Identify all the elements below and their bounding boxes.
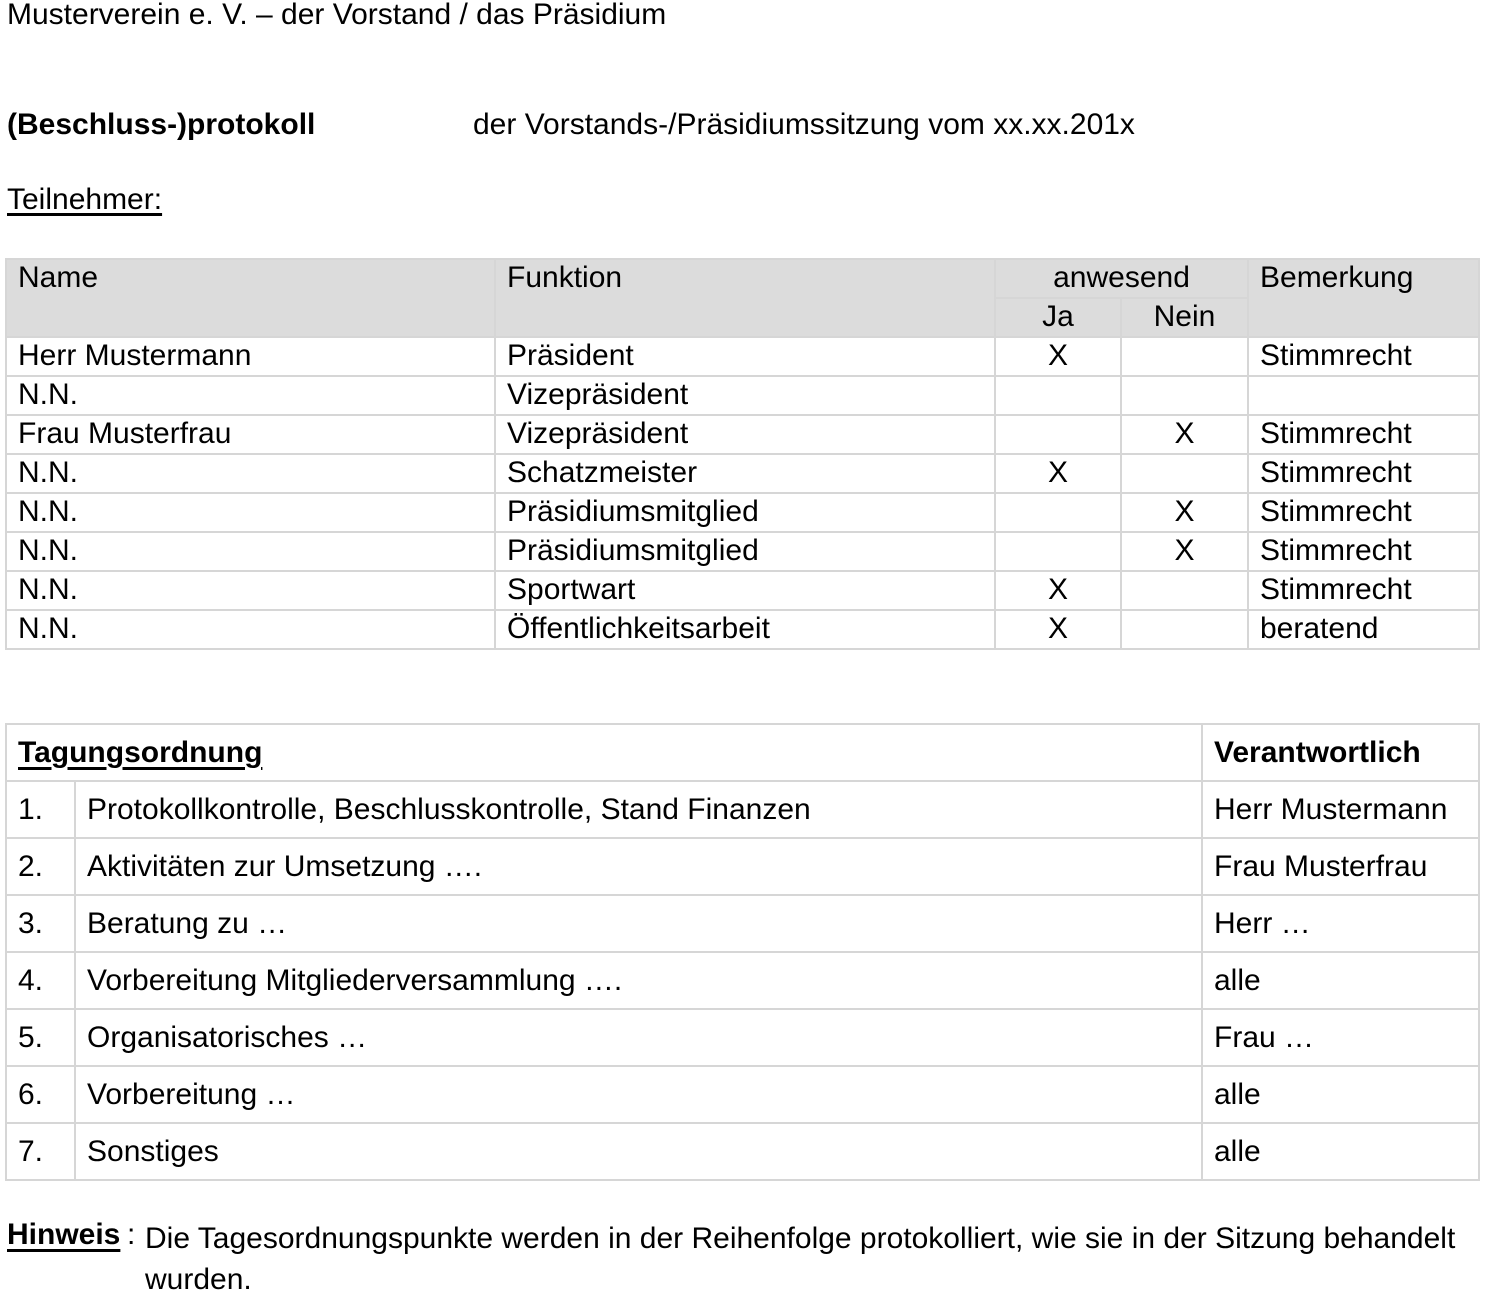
participants-label: Teilnehmer: bbox=[7, 183, 163, 216]
participant-name: N.N. bbox=[6, 454, 495, 493]
agenda-header-row bbox=[6, 724, 1479, 781]
note-text: Die Tagesordnungspunkte werden in der Reihenfolge protokolliert, wie sie in der Sitzung behandelt wurden. bbox=[145, 1222, 1456, 1296]
participant-function: Präsidiumsmitglied bbox=[495, 532, 995, 571]
agenda-number: 2. bbox=[6, 838, 75, 895]
participant-name: N.N. bbox=[6, 571, 495, 610]
agenda-title: Tagungsordnung bbox=[6, 724, 1202, 781]
agenda-responsible: Frau … bbox=[1202, 1009, 1479, 1066]
agenda-item bbox=[6, 1123, 1479, 1180]
header-function: Funktion bbox=[495, 259, 995, 337]
participant-remark bbox=[1248, 376, 1479, 415]
present-yes: X bbox=[995, 571, 1121, 610]
agenda-responsible-header: Verantwortlich bbox=[1202, 724, 1479, 781]
participant-remark: Stimmrecht bbox=[1248, 337, 1479, 376]
table-row bbox=[6, 571, 1479, 610]
agenda-topic: Sonstiges bbox=[75, 1123, 1202, 1180]
participant-name: N.N. bbox=[6, 610, 495, 649]
agenda-responsible: Frau Musterfrau bbox=[1202, 838, 1479, 895]
present-no bbox=[1121, 376, 1248, 415]
participant-remark: beratend bbox=[1248, 610, 1479, 649]
present-yes: X bbox=[995, 337, 1121, 376]
present-no bbox=[1121, 610, 1248, 649]
note-label: Hinweis bbox=[7, 1218, 121, 1251]
participant-function: Schatzmeister bbox=[495, 454, 995, 493]
agenda-topic: Beratung zu … bbox=[75, 895, 1202, 952]
table-row bbox=[6, 376, 1479, 415]
participant-remark: Stimmrecht bbox=[1248, 571, 1479, 610]
agenda-number: 6. bbox=[6, 1066, 75, 1123]
participants-table bbox=[5, 258, 1480, 650]
participant-function: Präsidiumsmitglied bbox=[495, 493, 995, 532]
table-row bbox=[6, 610, 1479, 649]
agenda-number: 7. bbox=[6, 1123, 75, 1180]
present-no bbox=[1121, 454, 1248, 493]
present-yes: X bbox=[995, 454, 1121, 493]
table-row bbox=[6, 532, 1479, 571]
present-no: X bbox=[1121, 493, 1248, 532]
header-yes: Ja bbox=[995, 298, 1121, 337]
table-row bbox=[6, 337, 1479, 376]
present-no bbox=[1121, 337, 1248, 376]
agenda-responsible: Herr Mustermann bbox=[1202, 781, 1479, 838]
participant-name: Herr Mustermann bbox=[6, 337, 495, 376]
participant-name: N.N. bbox=[6, 376, 495, 415]
agenda-topic: Vorbereitung Mitgliederversammlung …. bbox=[75, 952, 1202, 1009]
agenda-item bbox=[6, 1066, 1479, 1123]
agenda-number: 3. bbox=[6, 895, 75, 952]
table-row bbox=[6, 415, 1479, 454]
participant-name: Frau Musterfrau bbox=[6, 415, 495, 454]
present-yes bbox=[995, 532, 1121, 571]
agenda-responsible: alle bbox=[1202, 952, 1479, 1009]
agenda-topic: Aktivitäten zur Umsetzung …. bbox=[75, 838, 1202, 895]
participants-header-row bbox=[6, 259, 1479, 298]
participant-function: Sportwart bbox=[495, 571, 995, 610]
participant-name: N.N. bbox=[6, 532, 495, 571]
note-colon: : bbox=[127, 1218, 136, 1251]
present-yes bbox=[995, 376, 1121, 415]
participant-name: N.N. bbox=[6, 493, 495, 532]
participant-function: Vizepräsident bbox=[495, 415, 995, 454]
table-row bbox=[6, 454, 1479, 493]
agenda-item bbox=[6, 781, 1479, 838]
header-remark: Bemerkung bbox=[1248, 259, 1479, 337]
agenda-responsible: alle bbox=[1202, 1066, 1479, 1123]
header-no: Nein bbox=[1121, 298, 1248, 337]
present-no: X bbox=[1121, 415, 1248, 454]
participant-function: Öffentlichkeitsarbeit bbox=[495, 610, 995, 649]
agenda-item bbox=[6, 952, 1479, 1009]
participant-remark: Stimmrecht bbox=[1248, 454, 1479, 493]
header-name: Name bbox=[6, 259, 495, 337]
participant-function: Vizepräsident bbox=[495, 376, 995, 415]
agenda-number: 5. bbox=[6, 1009, 75, 1066]
participant-remark: Stimmrecht bbox=[1248, 532, 1479, 571]
agenda-responsible: Herr … bbox=[1202, 895, 1479, 952]
agenda-number: 1. bbox=[6, 781, 75, 838]
participant-remark: Stimmrecht bbox=[1248, 493, 1479, 532]
participant-function: Präsident bbox=[495, 337, 995, 376]
agenda-topic: Organisatorisches … bbox=[75, 1009, 1202, 1066]
agenda-number: 4. bbox=[6, 952, 75, 1009]
present-yes bbox=[995, 493, 1121, 532]
agenda-table bbox=[5, 723, 1480, 1181]
agenda-responsible: alle bbox=[1202, 1123, 1479, 1180]
present-no: X bbox=[1121, 532, 1248, 571]
agenda-topic: Protokollkontrolle, Beschlusskontrolle, Stand Finanzen bbox=[75, 781, 1202, 838]
agenda-item bbox=[6, 1009, 1479, 1066]
present-yes: X bbox=[995, 610, 1121, 649]
organization-heading: Musterverein e. V. – der Vorstand / das Präsidium bbox=[7, 0, 667, 31]
participant-remark: Stimmrecht bbox=[1248, 415, 1479, 454]
header-present: anwesend bbox=[995, 259, 1248, 298]
table-row bbox=[6, 493, 1479, 532]
protocol-subtitle: der Vorstands-/Präsidiumssitzung vom xx.xx.201x bbox=[473, 108, 1135, 141]
present-no bbox=[1121, 571, 1248, 610]
present-yes bbox=[995, 415, 1121, 454]
protocol-title: (Beschluss-)protokoll bbox=[7, 108, 316, 141]
agenda-topic: Vorbereitung … bbox=[75, 1066, 1202, 1123]
agenda-item bbox=[6, 895, 1479, 952]
agenda-item bbox=[6, 838, 1479, 895]
